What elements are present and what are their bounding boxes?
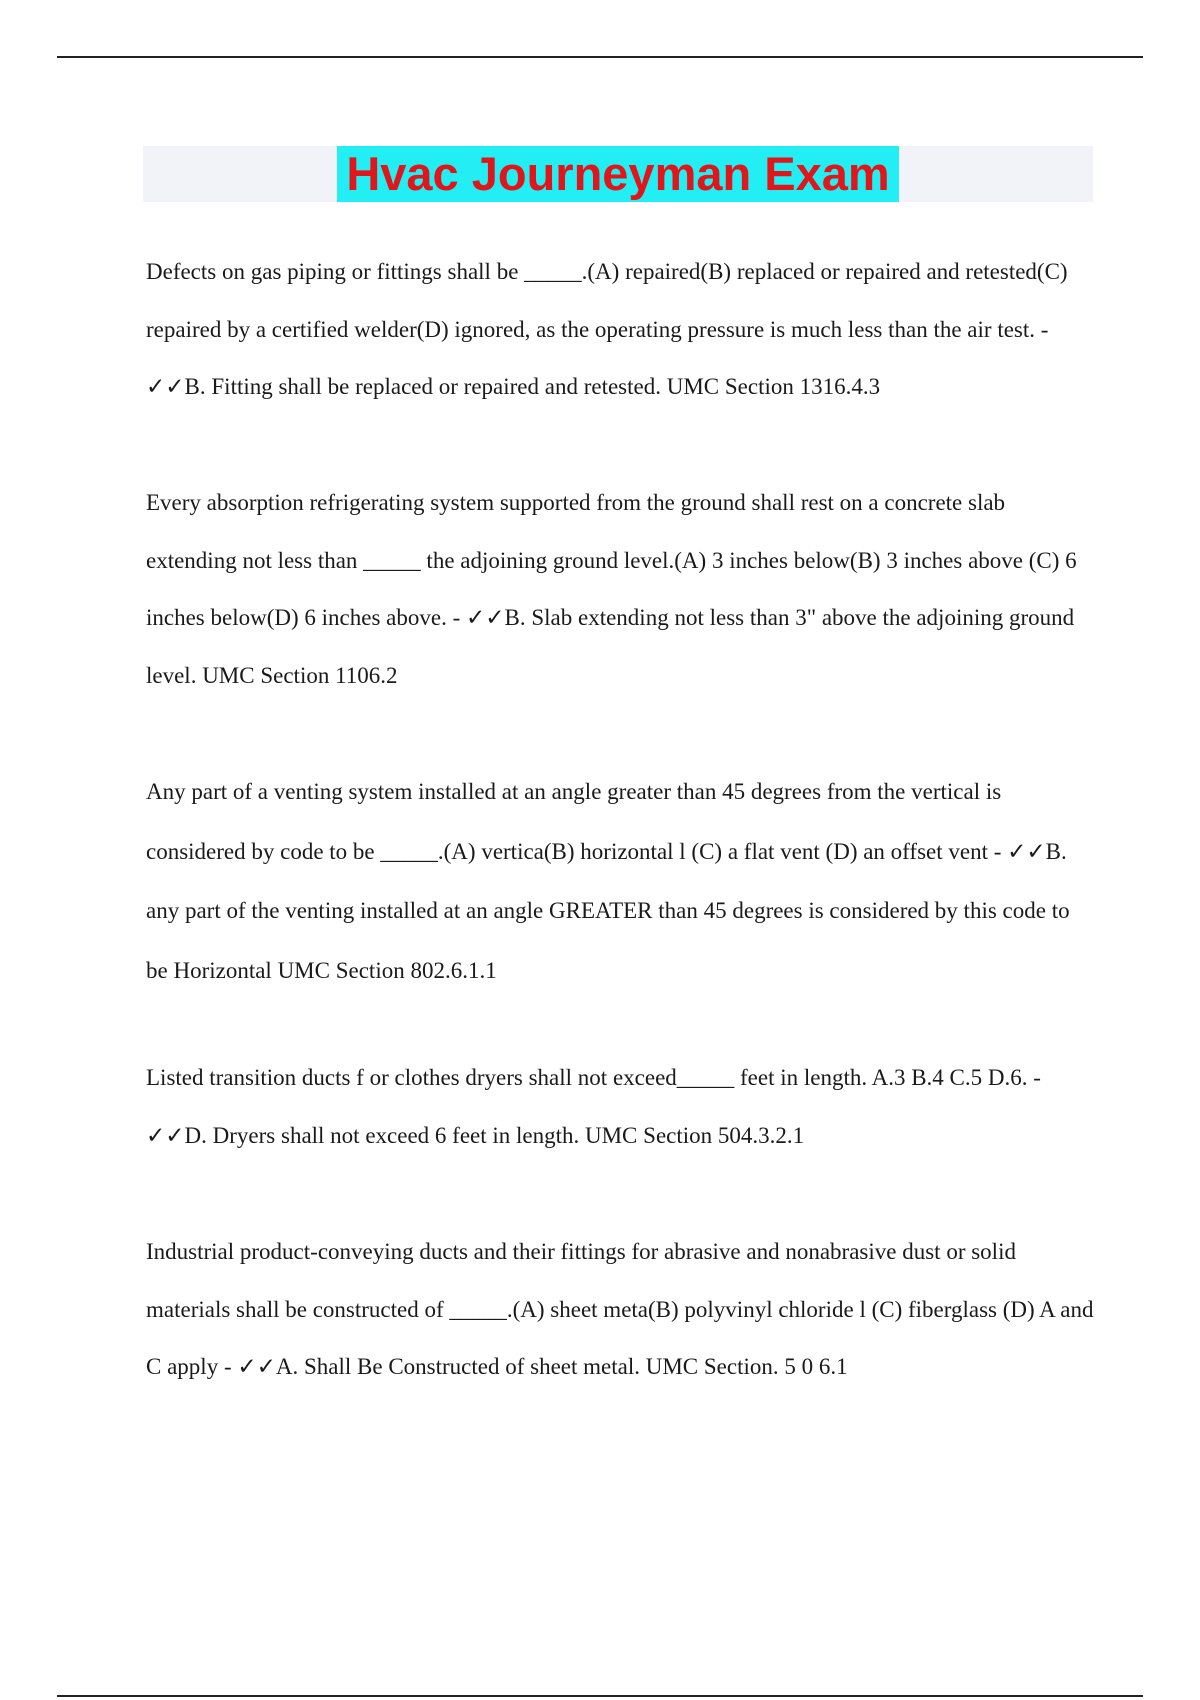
question-item: Listed transition ducts f or clothes dryers shall not exceed_____ feet in length. A.3 B.4 C.5 D.6. - ✓✓D. Dryers shall not exceed 6 feet in length. UMC Section 504.3.2.1 xyxy=(146,1065,1041,1148)
top-divider xyxy=(57,56,1143,58)
question-item: Every absorption refrigerating system supported from the ground shall rest on a concrete slab extending not less than _____ the adjoining ground level.(A) 3 inches below(B) 3 inches above (C) 6 inches below(D) 6 inches above. - ✓✓B. Slab extending not less than 3" above the adjoining ground level. UMC Section 1106.2 xyxy=(146,490,1077,688)
question-item: Any part of a venting system installed at an angle greater than 45 degrees from the vertical is considered by code to be _____.(A) vertica(B) horizontal l (C) a flat vent (D) an offset vent - ✓✓B. any part of the venting installed at an angle GREATER than 45 degrees is considered by this code to be Horizontal UMC Section 802.6.1.1 xyxy=(146,779,1070,983)
question-item: Industrial product-conveying ducts and their fittings for abrasive and nonabrasive dust or solid materials shall be constructed of _____.(A) sheet meta(B) polyvinyl chloride l (C) fiberglass (D) A and C apply - ✓✓A. Shall Be Constructed of sheet metal. UMC Section. 5 0 6.1 xyxy=(146,1239,1094,1379)
question-item: Defects on gas piping or fittings shall be _____.(A) repaired(B) replaced or repaired and retested(C) repaired by a certified welder(D) ignored, as the operating pressure is much less than the air test. - ✓✓B. Fitting shall be replaced or repaired and retested. UMC Section 1316.4.3 xyxy=(146,259,1068,399)
document-title: Hvac Journeyman Exam xyxy=(337,146,899,202)
bottom-divider xyxy=(57,1695,1143,1697)
